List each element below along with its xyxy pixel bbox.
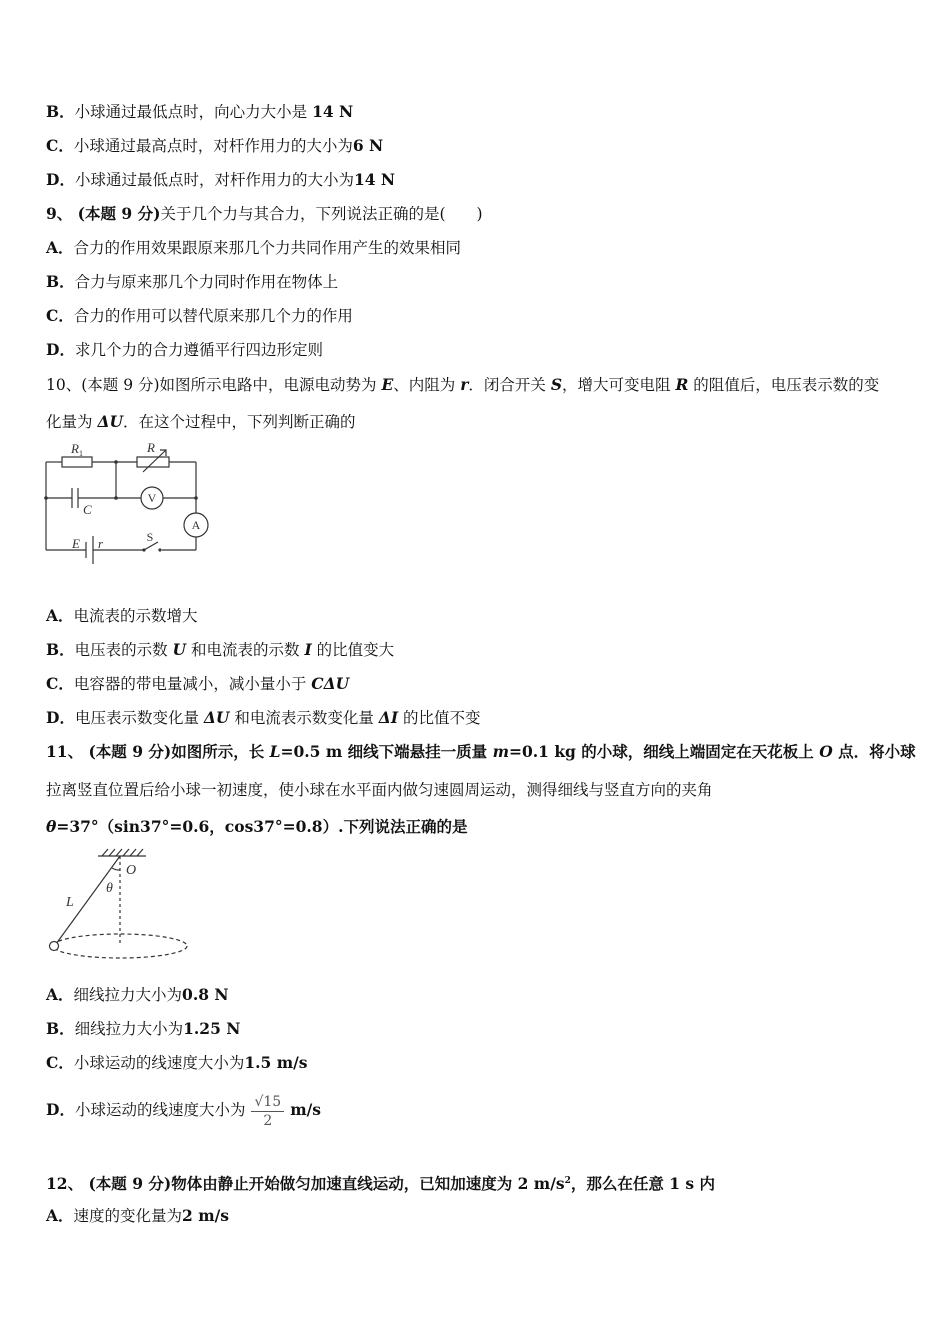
circuit-diagram [40,438,220,573]
fig-r-label: R [147,440,155,455]
q9-stem: 9、 (本题 9 分)关于几个力与其合力，下列说法正确的是( ) [46,204,483,223]
q10-option-d: D．电压表示数变化量 ΔU 和电流表示数变化量 ΔI 的比值不变 [46,708,481,727]
q9-option-c: C．合力的作用可以替代原来那几个力的作用 [46,306,353,325]
q12-stem: 12、 (本题 9 分)物体由静止开始做匀加速直线运动，已知加速度为 2 $m/s^2$，那么在任意 1 s 内 [46,1174,716,1194]
fig-voltmeter-label: V [147,491,157,505]
velocity-fraction: $\frac{√15}{2}$ [251,1093,284,1130]
q10-option-a: A．电流表的示数增大 [46,606,198,625]
q11-option-d: D．小球运动的线速度大小为 $\frac{√15}{2}$ m/s [46,1093,322,1129]
conical-pendulum-diagram [44,846,194,964]
q10-stem-line2: 化量为 ΔU．在这个过程中，下列判断正确的 [46,412,356,431]
q11-stem-line1: 11、 (本题 9 分)如图所示，长 L=0.5 m 细线下端悬挂一质量 m=0.1 kg 的小球，细线上端固定在天花板上 O 点．将小球 [46,742,916,761]
fig-r1-label: $R_1$ [71,441,83,458]
q12-option-a: A．速度的变化量为2 m/s [46,1206,230,1225]
fig-theta-label: θ [106,881,113,896]
q8-option-b: B．小球通过最低点时，向心力大小是 14 N [46,102,354,121]
q8-option-d: D．小球通过最低点时，对杆作用力的大小为14 N [46,170,396,189]
q9-option-d: D．求几个力的合力遵循平行四边形定则 [46,340,323,359]
q11-option-b: B．细线拉力大小为1.25 N [46,1019,241,1038]
fig-e-label: E [72,536,80,551]
fig-switch-label: S [146,530,154,544]
fig-point-o-label: O [126,863,137,878]
q10-option-c: C．电容器的带电量减小，减小量小于 CΔU [46,674,350,693]
q10-option-b: B．电压表的示数 U 和电流表的示数 I 的比值变大 [46,640,395,659]
fig-c-label: C [83,502,92,517]
fig-r-internal-label: r [98,536,104,551]
q9-option-a: A．合力的作用效果跟原来那几个力共同作用产生的效果相同 [46,238,462,257]
q9-option-b: B．合力与原来那几个力同时作用在物体上 [46,272,339,291]
fig-length-l-label: L [66,895,74,910]
q10-stem-line1: 10、(本题 9 分)如图所示电路中，电源电动势为 E、内阻为 r．闭合开关 S，增大可变电阻 R 的阻值后，电压表示数的变 [46,375,880,394]
q8-option-c: C．小球通过最高点时，对杆作用力的大小为6 N [46,136,384,155]
q11-option-c: C．小球运动的线速度大小为1.5 m/s [46,1053,308,1072]
q11-stem-line2: 拉离竖直位置后给小球一初速度，使小球在水平面内做匀速圆周运动，测得细线与竖直方向的夹角 [46,781,713,799]
q11-option-a: A．细线拉力大小为0.8 N [46,985,229,1004]
fig-ammeter-label: A [191,518,201,532]
q11-stem-line3: θ=37°（sin37°=0.6，cos37°=0.8）.下列说法正确的是 [46,817,468,836]
